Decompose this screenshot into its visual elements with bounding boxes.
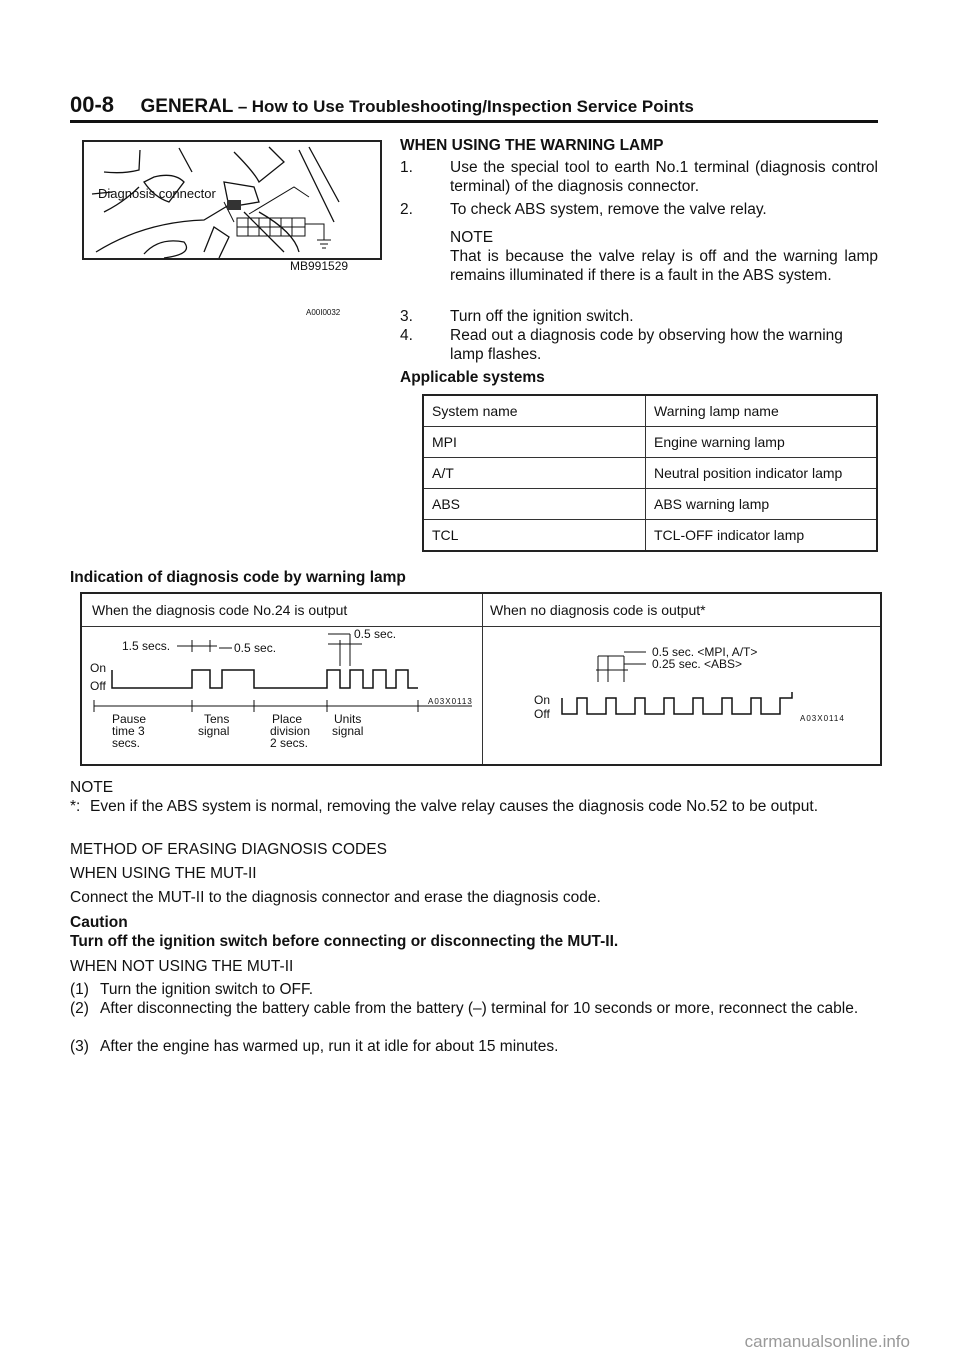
table-cell: ABS (423, 489, 646, 520)
segment-label-line: Tens (204, 712, 230, 726)
right-header: When no diagnosis code is output* (490, 602, 706, 618)
step-4 (400, 326, 878, 364)
step-4-text: Read out a diagnosis code by observing how the warning lamp flashes. (450, 327, 843, 363)
no-code-waveform (482, 626, 880, 762)
note-2-text: Even if the ABS system is normal, removing the valve relay causes the diagnosis code No.52 to be output. (90, 798, 819, 815)
header-dash: – (237, 97, 248, 116)
on-label: On (534, 693, 551, 707)
note-1-text: That is because the valve relay is off and the warning lamp remains illuminated if there is a fault in the ABS system. (450, 248, 878, 284)
table-row (423, 489, 877, 520)
erase-step-3 (70, 1037, 878, 1056)
header-rule (70, 120, 878, 123)
applicable-systems-table (422, 394, 878, 552)
applicable-systems-title: Applicable systems (400, 369, 545, 386)
note-2-mark: *: (70, 798, 81, 815)
watermark: carmanualsonline.info (744, 1332, 910, 1351)
table-cell: TCL (423, 520, 646, 552)
table-cell: A/T (423, 458, 646, 489)
section-title: GENERAL (140, 96, 234, 117)
note-1-label: NOTE (450, 229, 494, 246)
step-1-text: Use the special tool to earth No.1 terminal (diagnosis control terminal) of the diagnosis connector. (450, 159, 878, 195)
erase-step-1-text: Turn the ignition switch to OFF. (100, 981, 314, 998)
erase-step-2 (70, 999, 878, 1018)
figure-code: A00I0032 (306, 308, 341, 317)
table-cell: ABS warning lamp (646, 489, 878, 520)
step-1-number: 1. (400, 159, 413, 176)
note-1 (400, 228, 878, 285)
segment-label-line: division (270, 724, 311, 738)
erase-step-2-text: After disconnecting the battery cable from the battery (–) terminal for 10 seconds or more, reconnect the cable. (100, 1000, 859, 1017)
on-label: On (90, 661, 107, 675)
mut-text: Connect the MUT-II to the diagnosis connector and erase the diagnosis code. (70, 889, 601, 906)
table-cell: MPI (423, 427, 646, 458)
abs-period-label: 0.25 sec. <ABS> (652, 657, 743, 671)
segment-label-line: 2 secs. (270, 736, 309, 750)
page-subtitle: How to Use Troubleshooting/Inspection Service Points (251, 97, 694, 116)
erase-step-2-number: (2) (70, 1000, 89, 1017)
table-row (423, 427, 877, 458)
code-24-waveform (82, 626, 482, 762)
segment-label-line: signal (198, 724, 230, 738)
table-cell: Engine warning lamp (646, 427, 878, 458)
segment-label-line: Place (272, 712, 303, 726)
figure-code: A03X0113 (428, 697, 473, 706)
table-header-cell: Warning lamp name (646, 395, 878, 427)
step-1 (400, 158, 878, 196)
pause-time-label: 1.5 secs. (122, 639, 171, 653)
segment-label-line: Units (334, 712, 362, 726)
diagnosis-connector-figure (82, 140, 382, 317)
table-cell: TCL-OFF indicator lamp (646, 520, 878, 552)
table-header-cell: System name (423, 395, 646, 427)
erasing-title: METHOD OF ERASING DIAGNOSIS CODES (70, 841, 387, 858)
step-3-text: Turn off the ignition switch. (450, 308, 634, 325)
segment-label-line: secs. (112, 736, 141, 750)
erase-step-1-number: (1) (70, 981, 89, 998)
table-row (423, 458, 877, 489)
figure-code: A03X0114 (800, 714, 845, 723)
note-2-label: NOTE (70, 779, 114, 796)
erase-step-3-number: (3) (70, 1038, 89, 1055)
caution-label: Caution (70, 914, 128, 931)
note-2 (70, 797, 878, 816)
segment-label-line: time 3 (112, 724, 145, 738)
table-header-row (423, 395, 877, 427)
connector-pins-icon (224, 187, 331, 248)
step-2-number: 2. (400, 201, 413, 218)
mpi-at-period-label: 0.5 sec. <MPI, A/T> (652, 645, 758, 659)
connector-illustration (84, 142, 380, 317)
off-label: Off (534, 707, 550, 721)
table-row (423, 520, 877, 552)
off-label: Off (90, 679, 106, 693)
tens-period-label: 0.5 sec. (234, 641, 277, 655)
step-3 (400, 307, 878, 326)
caution-text: Turn off the ignition switch before connecting or disconnecting the MUT-II. (70, 933, 619, 950)
indication-diagram-box (80, 592, 882, 766)
left-header: When the diagnosis code No.24 is output (92, 602, 348, 618)
units-period-label: 0.5 sec. (354, 627, 397, 641)
no-mut-title: WHEN NOT USING THE MUT-II (70, 958, 294, 975)
step-3-number: 3. (400, 308, 413, 325)
erase-step-1 (70, 980, 878, 999)
erase-step-3-text: After the engine has warmed up, run it at idle for about 15 minutes. (100, 1038, 559, 1055)
page-header (70, 92, 694, 118)
step-2-text: To check ABS system, remove the valve relay. (450, 201, 767, 218)
page-number: 00-8 (70, 92, 115, 117)
connector-label: Diagnosis connector (98, 186, 216, 201)
segment-label-line: Pause (112, 712, 147, 726)
step-2 (400, 200, 878, 219)
step-4-number: 4. (400, 327, 413, 344)
indication-title: Indication of diagnosis code by warning lamp (70, 569, 406, 586)
mut-title: WHEN USING THE MUT-II (70, 865, 257, 882)
warning-lamp-title: WHEN USING THE WARNING LAMP (400, 137, 664, 154)
table-cell: Neutral position indicator lamp (646, 458, 878, 489)
tool-label: MB991529 (290, 259, 349, 273)
segment-label-line: signal (332, 724, 364, 738)
